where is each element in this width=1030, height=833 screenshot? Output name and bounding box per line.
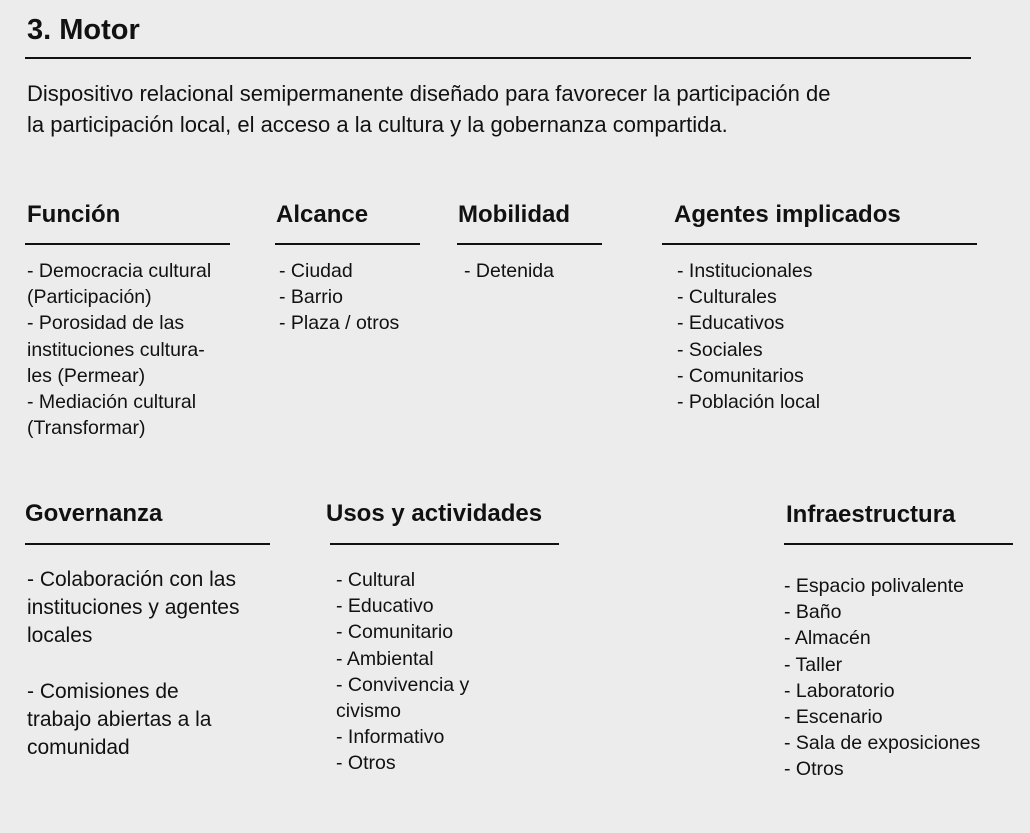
infraestructura-heading: Infraestructura — [786, 501, 956, 528]
agentes-list — [677, 258, 820, 415]
list-item: civismo — [336, 700, 402, 723]
list-item: - Colaboración con las — [27, 568, 236, 591]
list-item: - Porosidad de las — [27, 312, 185, 335]
list-item: - Democracia cultural — [27, 260, 212, 282]
list-item: - Espacio polivalente — [784, 575, 964, 597]
list-item: - Ambiental — [336, 647, 434, 670]
list-item: comunidad — [27, 736, 130, 759]
mobilidad-heading: Mobilidad — [458, 201, 570, 228]
list-item: - Informativo — [336, 726, 445, 749]
list-item: les (Permear) — [27, 364, 146, 387]
list-item: - Comunitario — [336, 621, 454, 644]
list-item: - Ciudad — [279, 260, 353, 282]
intro-line: la participación local, el acceso a la cultura y la gobernanza compartida. — [27, 112, 728, 137]
list-item: - Sala de exposiciones — [784, 732, 981, 755]
list-item: trabajo abiertas a la — [27, 708, 212, 731]
intro-line: Dispositivo relacional semipermanente diseñado para favorecer la participación de — [27, 81, 831, 106]
list-item: instituciones cultura- — [27, 338, 205, 361]
list-item: - Institucionales — [677, 260, 813, 282]
mobilidad-divider — [457, 243, 602, 245]
list-item: - Plaza / otros — [279, 312, 400, 335]
list-item: - Sociales — [677, 338, 763, 361]
list-item: - Convivencia y — [336, 673, 470, 696]
title-divider — [25, 57, 971, 59]
alcance-heading: Alcance — [276, 201, 369, 228]
infraestructura-list — [784, 573, 980, 783]
list-item: - Mediación cultural — [27, 391, 197, 414]
list-item: - Almacén — [784, 627, 871, 650]
list-item: - Laboratorio — [784, 679, 895, 702]
list-item: - Otros — [336, 752, 396, 775]
list-item: - Culturales — [677, 286, 777, 309]
mobilidad-list — [464, 258, 554, 284]
list-item: (Transformar) — [27, 417, 146, 440]
list-item: - Comunitarios — [677, 364, 804, 387]
funcion-heading: Función — [27, 201, 121, 228]
governanza-divider — [25, 543, 270, 545]
list-item: - Barrio — [279, 286, 343, 309]
governanza-list-a — [27, 566, 239, 650]
intro-paragraph — [27, 78, 987, 140]
list-item: - Detenida — [464, 260, 554, 282]
agentes-heading: Agentes implicados — [674, 201, 901, 228]
alcance-divider — [275, 243, 420, 245]
list-item: - Comisiones de — [27, 680, 179, 703]
usos-divider — [330, 543, 559, 545]
agentes-divider — [662, 243, 977, 245]
usos-heading: Usos y actividades — [326, 500, 543, 527]
governanza-list-b — [27, 678, 211, 762]
list-item: - Cultural — [336, 569, 416, 591]
list-item: - Educativo — [336, 595, 434, 618]
list-item: - Taller — [784, 653, 843, 676]
usos-list — [336, 567, 469, 777]
list-item: - Educativos — [677, 312, 785, 335]
alcance-list — [279, 258, 399, 337]
list-item: (Participación) — [27, 286, 152, 309]
list-item: - Otros — [784, 758, 844, 781]
list-item: - Población local — [677, 391, 821, 414]
list-item: locales — [27, 624, 93, 647]
infraestructura-divider — [784, 543, 1013, 545]
page-title: 3. Motor — [27, 14, 140, 46]
funcion-list — [27, 258, 211, 441]
funcion-divider — [25, 243, 230, 245]
list-item: instituciones y agentes — [27, 596, 240, 619]
list-item: - Baño — [784, 601, 842, 624]
governanza-heading: Governanza — [25, 500, 163, 527]
list-item: - Escenario — [784, 706, 883, 729]
